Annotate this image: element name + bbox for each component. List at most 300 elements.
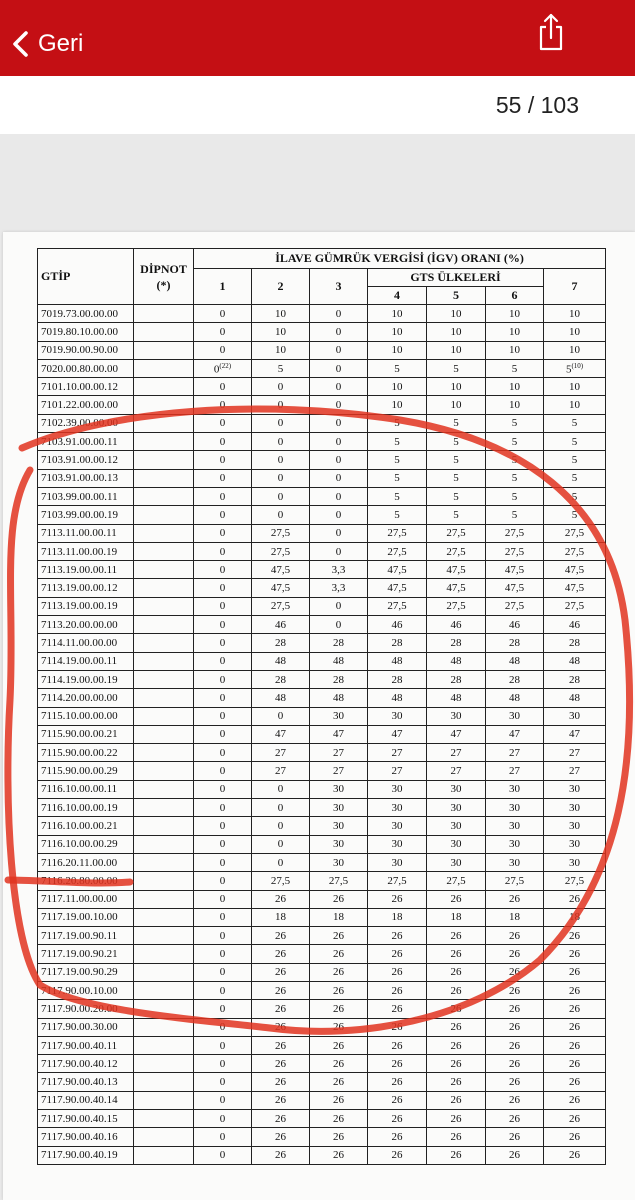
table-row [38, 597, 606, 615]
rate-value: 0 [219, 1076, 226, 1089]
rate-value: 30 [391, 856, 403, 869]
rate-value: 10 [450, 307, 462, 320]
rate-value: 0 [277, 819, 284, 832]
rate-value: 0 [219, 1021, 226, 1034]
rate-cell-col-1 [194, 359, 252, 377]
rate-value: 0 [219, 1039, 226, 1052]
rate-cell-col-4 [368, 872, 427, 890]
gtip-code-cell: 7103.99.00.00.19 [38, 506, 134, 524]
rate-cell-col-5 [427, 616, 486, 634]
table-row [38, 817, 606, 835]
rate-value: 26 [569, 1002, 581, 1015]
rate-cell-col-7 [544, 579, 606, 597]
rate-value: 26 [275, 1057, 286, 1070]
rate-value: 47,5 [270, 563, 291, 576]
rate-value: 26 [509, 929, 520, 942]
gtip-code-cell: 7117.19.00.90.29 [38, 963, 134, 981]
rate-cell-col-6 [486, 323, 544, 341]
rate-cell-col-3 [310, 744, 368, 762]
rate-value: 26 [391, 1039, 403, 1052]
rate-value: 18 [391, 911, 403, 924]
rate-cell-col-2 [252, 1000, 310, 1018]
rate-cell-col-2 [252, 1036, 310, 1054]
rate-cell-col-2 [252, 634, 310, 652]
table-row [38, 981, 606, 999]
gtip-code-cell: 7116.20.11.00.00 [38, 853, 134, 871]
rate-value: 26 [450, 1039, 462, 1052]
rate-cell-col-5 [427, 433, 486, 451]
gtip-code-cell: 7117.90.00.40.12 [38, 1055, 134, 1073]
rate-cell-col-6 [486, 579, 544, 597]
dipnot-cell [134, 1055, 194, 1073]
rate-value: 27,5 [387, 600, 407, 613]
rate-value: 26 [569, 948, 581, 961]
rate-cell-col-4 [368, 799, 427, 817]
rate-cell-col-6 [486, 1146, 544, 1164]
rate-cell-col-7 [544, 414, 606, 432]
rate-cell-col-2 [252, 853, 310, 871]
rate-value: 46 [569, 618, 581, 631]
header-gtip: GTİP [38, 249, 134, 305]
rate-value: 26 [509, 1057, 520, 1070]
table-row [38, 1036, 606, 1054]
rate-cell-col-6 [486, 1018, 544, 1036]
rate-cell-col-4 [368, 506, 427, 524]
dipnot-cell [134, 506, 194, 524]
rate-value: 10 [509, 307, 520, 320]
rate-cell-col-6 [486, 853, 544, 871]
rate-cell-col-5 [427, 744, 486, 762]
gtip-code-cell: 7103.91.00.00.13 [38, 469, 134, 487]
rate-cell-col-7 [544, 963, 606, 981]
table-row [38, 670, 606, 688]
rate-value: 30 [391, 819, 403, 832]
table-row [38, 414, 606, 432]
rate-value: 10 [509, 325, 520, 338]
rate-value: 18 [275, 911, 286, 924]
dipnot-cell [134, 1146, 194, 1164]
rate-value: 27,5 [564, 874, 585, 887]
rate-value: 0 [219, 911, 226, 924]
rate-cell-col-1 [194, 853, 252, 871]
rate-value: 0 [219, 765, 226, 778]
rate-value: 30 [569, 710, 581, 723]
rate-cell-col-5 [427, 323, 486, 341]
rate-cell-col-2 [252, 359, 310, 377]
gtip-code-cell: 7117.19.00.90.11 [38, 927, 134, 945]
rate-value: 26 [569, 1149, 581, 1162]
rate-cell-col-1 [194, 506, 252, 524]
rate-value: 30 [509, 856, 520, 869]
rate-cell-col-5 [427, 414, 486, 432]
rate-value: 30 [569, 801, 581, 814]
rate-cell-col-5 [427, 817, 486, 835]
rate-value: 26 [509, 1094, 520, 1107]
dipnot-cell [134, 341, 194, 359]
rate-cell-col-1 [194, 469, 252, 487]
dipnot-cell [134, 799, 194, 817]
rate-value: 30 [569, 819, 581, 832]
rate-value: 26 [569, 1039, 581, 1052]
rate-value: 28 [569, 636, 581, 649]
rate-cell-col-5 [427, 506, 486, 524]
table-row [38, 1146, 606, 1164]
rate-cell-col-3 [310, 561, 368, 579]
rate-cell-col-1 [194, 981, 252, 999]
rate-cell-col-5 [427, 451, 486, 469]
rate-cell-col-5 [427, 780, 486, 798]
rate-value: 10 [509, 399, 520, 412]
rate-value: 10 [275, 344, 286, 357]
rate-value: 30 [509, 819, 520, 832]
gtip-code-cell: 7117.19.00.90.21 [38, 945, 134, 963]
rate-cell-col-7 [544, 1036, 606, 1054]
rate-cell-col-7 [544, 378, 606, 396]
rate-value: 27 [509, 765, 520, 778]
rate-value: 30 [450, 838, 462, 851]
dipnot-cell [134, 872, 194, 890]
rate-value: 28 [391, 636, 403, 649]
rate-value: 5 [453, 508, 459, 521]
rate-value: 27 [391, 765, 403, 778]
rate-cell-col-2 [252, 1073, 310, 1091]
rate-cell-col-4 [368, 378, 427, 396]
rate-cell-col-1 [194, 616, 252, 634]
rate-cell-col-3 [310, 1128, 368, 1146]
rate-cell-col-4 [368, 323, 427, 341]
rate-cell-col-3 [310, 524, 368, 542]
rate-cell-col-5 [427, 524, 486, 542]
rate-value: 46 [509, 618, 520, 631]
rate-value: 0 [335, 472, 342, 485]
rate-cell-col-4 [368, 817, 427, 835]
rate-cell-col-3 [310, 1055, 368, 1073]
table-row [38, 725, 606, 743]
table-row [38, 652, 606, 670]
rate-value: 26 [275, 948, 286, 961]
rate-value: 0 [219, 838, 226, 851]
rate-cell-col-6 [486, 597, 544, 615]
gtip-code-cell: 7113.20.00.00.00 [38, 616, 134, 634]
rate-cell-col-2 [252, 670, 310, 688]
rate-cell-col-5 [427, 799, 486, 817]
rate-value: 0 [219, 856, 226, 869]
table-row [38, 634, 606, 652]
rate-cell-col-1 [194, 689, 252, 707]
rate-value: 27,5 [270, 600, 291, 613]
header-col-7: 7 [544, 269, 606, 305]
rate-cell-col-5 [427, 670, 486, 688]
rate-value: 27,5 [564, 545, 585, 558]
rate-cell-col-7 [544, 433, 606, 451]
rate-value: 5 [453, 435, 459, 448]
share-button[interactable] [535, 12, 567, 52]
dipnot-cell [134, 670, 194, 688]
gtip-code-cell: 7117.90.00.40.13 [38, 1073, 134, 1091]
rate-value: 0 [219, 710, 226, 723]
rate-value: 10 [450, 399, 462, 412]
rate-value: 46 [275, 618, 286, 631]
dipnot-cell [134, 561, 194, 579]
rate-cell-col-2 [252, 561, 310, 579]
rate-cell-col-7 [544, 396, 606, 414]
rate-cell-col-5 [427, 1036, 486, 1054]
rate-cell-col-3 [310, 799, 368, 817]
rate-cell-col-7 [544, 1146, 606, 1164]
rate-value: 26 [450, 948, 462, 961]
header-gts-title: GTS ÜLKELERİ [368, 269, 544, 287]
rate-cell-col-7 [544, 652, 606, 670]
rate-value: 47 [275, 728, 286, 741]
rate-cell-col-3 [310, 378, 368, 396]
rate-value: 46 [391, 618, 403, 631]
table-row [38, 945, 606, 963]
rate-value: 10 [569, 344, 581, 357]
rate-cell-col-5 [427, 341, 486, 359]
table-row [38, 927, 606, 945]
rate-cell-col-1 [194, 305, 252, 323]
table-row [38, 1018, 606, 1036]
rate-cell-col-1 [194, 1091, 252, 1109]
rate-cell-col-3 [310, 341, 368, 359]
rate-value: 26 [569, 966, 581, 979]
rate-cell-col-7 [544, 670, 606, 688]
rate-cell-col-7 [544, 469, 606, 487]
rate-cell-col-7 [544, 305, 606, 323]
rate-cell-col-2 [252, 433, 310, 451]
table-row [38, 1128, 606, 1146]
rate-value: 0 [335, 399, 342, 412]
rate-cell-col-3 [310, 927, 368, 945]
table-row [38, 890, 606, 908]
rate-cell-col-6 [486, 817, 544, 835]
table-row [38, 542, 606, 560]
rate-cell-col-4 [368, 341, 427, 359]
rate-cell-col-3 [310, 1000, 368, 1018]
rate-cell-col-4 [368, 835, 427, 853]
rate-cell-col-6 [486, 707, 544, 725]
rate-value: 28 [333, 673, 344, 686]
rate-cell-col-4 [368, 963, 427, 981]
rate-cell-col-2 [252, 1091, 310, 1109]
rate-cell-col-2 [252, 927, 310, 945]
rate-cell-col-3 [310, 780, 368, 798]
footnote-ref: (22) [219, 361, 232, 370]
rate-cell-col-2 [252, 835, 310, 853]
rate-cell-col-4 [368, 908, 427, 926]
rate-cell-col-3 [310, 414, 368, 432]
gtip-code-cell: 7117.90.00.30.00 [38, 1018, 134, 1036]
rate-cell-col-1 [194, 835, 252, 853]
rate-value: 26 [275, 1149, 286, 1162]
rate-value: 27,5 [564, 600, 585, 613]
rate-cell-col-3 [310, 359, 368, 377]
rate-cell-col-5 [427, 689, 486, 707]
rate-cell-col-2 [252, 396, 310, 414]
rate-cell-col-1 [194, 323, 252, 341]
rate-value: 3,3 [331, 582, 346, 595]
gtip-code-cell: 7117.90.00.40.16 [38, 1128, 134, 1146]
rate-value: 27,5 [446, 874, 466, 887]
rate-cell-col-2 [252, 323, 310, 341]
rate-value: 30 [391, 801, 403, 814]
rate-cell-col-4 [368, 359, 427, 377]
table-row [38, 561, 606, 579]
rate-value: 10 [391, 380, 403, 393]
table-row [38, 853, 606, 871]
rate-cell-col-2 [252, 487, 310, 505]
rate-value: 10 [275, 307, 286, 320]
tariff-table [37, 248, 606, 1165]
table-row [38, 433, 606, 451]
rate-value: 0 [219, 636, 226, 649]
table-row [38, 616, 606, 634]
rate-value: 48 [391, 655, 403, 668]
rate-value: 0 [219, 454, 226, 467]
rate-value: 0 [219, 527, 226, 540]
rate-value: 0 [277, 783, 284, 796]
rate-cell-col-6 [486, 1128, 544, 1146]
rate-value: 0 [219, 1131, 226, 1143]
rate-cell-col-7 [544, 689, 606, 707]
dipnot-cell [134, 945, 194, 963]
gtip-code-cell: 7114.19.00.00.11 [38, 652, 134, 670]
rate-value: 27 [569, 746, 581, 759]
rate-value: 5 [394, 417, 400, 430]
table-row [38, 835, 606, 853]
rate-cell-col-5 [427, 597, 486, 615]
rate-cell-col-4 [368, 1128, 427, 1146]
rate-value: 47,5 [564, 582, 585, 595]
rate-cell-col-2 [252, 616, 310, 634]
rate-value: 48 [275, 655, 286, 668]
gtip-code-cell: 7117.90.00.20.00 [38, 1000, 134, 1018]
page-indicator: 55 / 103 [495, 92, 579, 118]
rate-cell-col-1 [194, 799, 252, 817]
rate-cell-col-2 [252, 451, 310, 469]
dipnot-cell [134, 744, 194, 762]
rate-value: 26 [391, 1002, 403, 1015]
rate-cell-col-6 [486, 359, 544, 377]
rate-value: 27,5 [504, 600, 525, 613]
rate-value: 26 [509, 948, 520, 961]
rate-cell-col-7 [544, 890, 606, 908]
rate-cell-col-3 [310, 835, 368, 853]
rate-value: 10 [391, 325, 403, 338]
share-icon [535, 12, 567, 52]
back-label: Geri [38, 30, 84, 57]
rate-value: 10 [450, 344, 462, 357]
rate-cell-col-3 [310, 433, 368, 451]
rate-value: 0 [219, 783, 226, 796]
rate-value: 10 [569, 380, 581, 393]
rate-cell-col-3 [310, 725, 368, 743]
rate-cell-col-6 [486, 1110, 544, 1128]
rate-value: 0 [335, 508, 342, 521]
rate-value: 27,5 [446, 545, 466, 558]
rate-value: 0 [219, 1094, 226, 1107]
rate-value: 5 [453, 472, 459, 485]
rate-cell-col-2 [252, 341, 310, 359]
rate-value: 26 [333, 984, 344, 997]
gtip-code-cell: 7115.90.00.00.21 [38, 725, 134, 743]
rate-cell-col-2 [252, 981, 310, 999]
rate-value: 26 [333, 893, 344, 906]
rate-value: 27,5 [270, 545, 291, 558]
rate-cell-col-1 [194, 780, 252, 798]
rate-cell-col-7 [544, 762, 606, 780]
rate-cell-col-7 [544, 1110, 606, 1128]
rate-value: 0 [335, 380, 342, 393]
rate-value: 0 [335, 618, 342, 631]
rate-cell-col-3 [310, 1091, 368, 1109]
rate-value: 47,5 [270, 582, 291, 595]
rate-value: 27,5 [446, 527, 466, 540]
rate-value: 30 [569, 838, 581, 851]
rate-value: 0 [335, 545, 342, 558]
rate-value: 30 [509, 783, 520, 796]
tariff-table-body [38, 305, 606, 1165]
rate-cell-col-5 [427, 579, 486, 597]
rate-value: 26 [569, 1131, 581, 1143]
rate-value: 47 [391, 728, 403, 741]
dipnot-cell [134, 652, 194, 670]
rate-value: 26 [275, 984, 286, 997]
rate-value: 48 [333, 691, 344, 704]
rate-value: 0 [219, 582, 226, 595]
rate-cell-col-7 [544, 853, 606, 871]
table-row [38, 1091, 606, 1109]
rate-value: 5 [453, 490, 459, 503]
rate-cell-col-1 [194, 378, 252, 396]
rate-value: 30 [450, 856, 462, 869]
rate-value: 0 [219, 746, 226, 759]
gtip-code-cell: 7116.10.00.00.21 [38, 817, 134, 835]
dipnot-cell [134, 689, 194, 707]
rate-cell-col-4 [368, 670, 427, 688]
rate-value: 47 [569, 728, 581, 741]
dipnot-cell [134, 359, 194, 377]
rate-cell-col-3 [310, 634, 368, 652]
rate-value: 10 [569, 307, 581, 320]
rate-cell-col-3 [310, 707, 368, 725]
table-row [38, 689, 606, 707]
table-row [38, 451, 606, 469]
rate-cell-col-1 [194, 561, 252, 579]
rate-cell-col-6 [486, 908, 544, 926]
gtip-code-cell: 7019.90.00.90.00 [38, 341, 134, 359]
rate-cell-col-4 [368, 524, 427, 542]
back-button[interactable] [10, 24, 83, 64]
rate-cell-col-5 [427, 890, 486, 908]
rate-value: 0 [219, 819, 226, 832]
dipnot-cell [134, 725, 194, 743]
table-row [38, 579, 606, 597]
rate-cell-col-6 [486, 616, 544, 634]
rate-cell-col-6 [486, 469, 544, 487]
dipnot-cell [134, 780, 194, 798]
rate-value: 5 [394, 472, 400, 485]
rate-cell-col-4 [368, 1036, 427, 1054]
rate-value: 0 [277, 435, 284, 448]
document-page[interactable] [3, 232, 635, 1200]
rate-cell-col-6 [486, 561, 544, 579]
rate-value: 5 [571, 454, 578, 467]
rate-value: 48 [275, 691, 286, 704]
rate-value: 47,5 [446, 563, 466, 576]
rate-value: 48 [391, 691, 403, 704]
rate-cell-col-4 [368, 689, 427, 707]
